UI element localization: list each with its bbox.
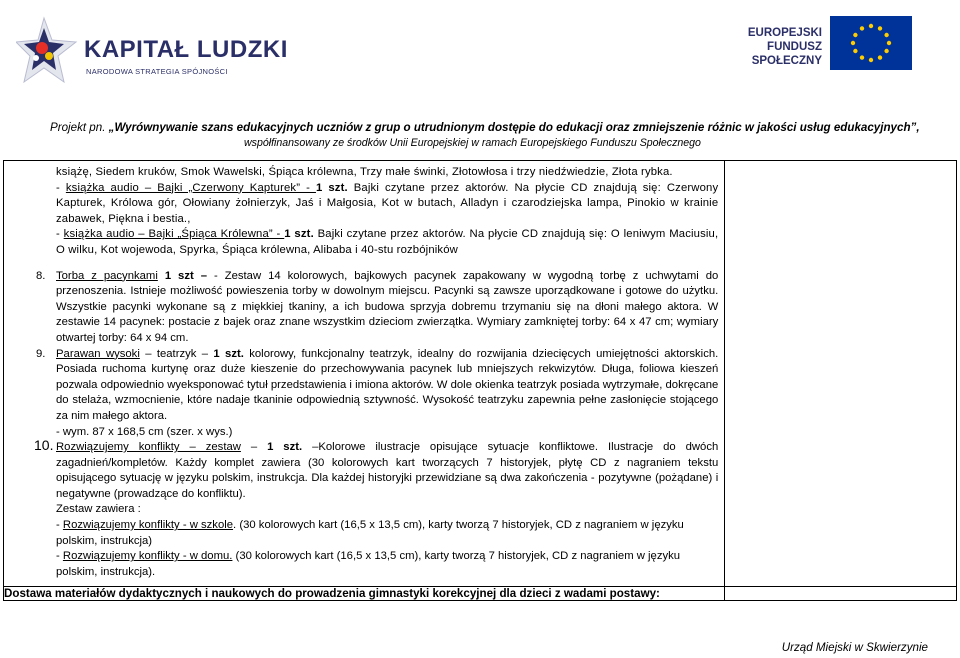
- eu-flag-icon: [830, 16, 912, 70]
- kapital-ludzki-logo: [16, 14, 288, 94]
- item-9-desc: kolorowy, funkcjonalny teatrzyk, idealny do rozwijania dziecięcych umiejętności aktorskich. Posiada ruchoma kurtynę oraz duże kieszenie do przechowywania pacynek lub mniejszych rekwizytów. Długa, foliowa kieszeń pozwala odpowiednio wyeksponować tytuł przedstawienia i imiona aktorów. W dole okienka teatrzyk posiada wytrzymałe, dokręcane do stelaża, wzmocnienie, które nadaje tkaninie odpowiednią sztywność. Wysokość teatrzyku zapewnia pełne zasłonięcie stojącego za nim małego aktora.: [56, 347, 719, 422]
- eu-line-1: EUROPEJSKI: [747, 27, 822, 39]
- audio-book-2: - książka audio – Bajki „Śpiąca Królewna” - 1 szt. Bajki czytane przez aktorów. Na płycie CD znajdują się: O leniwym Maciusiu, O wilku, Kot wojewoda, Spyrka, Śpiąca królewna, Alibaba i 40-stu rozbójników: [56, 228, 719, 256]
- audio-book-1-title: książka audio – Bajki „Czerwony Kapturek” -: [65, 181, 316, 194]
- specification-table: [3, 160, 957, 601]
- eu-fund-logo: [704, 16, 934, 72]
- item-8-title: Torba z pacynkami: [56, 269, 158, 282]
- fairy-tales-list: książę, Siedem kruków, Smok Wawelski, Śpiąca królewna, Trzy małe świnki, Złotowłosa i trzy niedźwiedzie, Złota rybka.: [56, 166, 673, 178]
- item-10-sub-2: - Rozwiązujemy konflikty - w domu. (30 kolorowych kart (16,5 x 13,5 cm), karty tworzą 7 historyjek, CD z nagraniem w języku polskim, instrukcja).: [56, 550, 681, 578]
- list-number: 10.: [34, 437, 54, 454]
- table-row: [4, 161, 957, 587]
- funding-line: współfinansowany ze środków Unii Europejskiej w ramach Europejskiego Funduszu Społecznego: [244, 137, 701, 149]
- section-heading-cell: Dostawa materiałów dydaktycznych i naukowych do prowadzenia gimnastyki korekcyjnej dla dzieci z wadami postawy:: [4, 587, 725, 601]
- list-item-8: [36, 269, 719, 347]
- list-number: 8.: [36, 269, 46, 282]
- item-8-qty: 1 szt –: [164, 269, 208, 282]
- item-10-sub-1-title: Rozwiązujemy konflikty - w szkole: [62, 519, 234, 532]
- audio-book-1: - książka audio – Bajki „Czerwony Kapturek” - 1 szt. Bajki czytane przez aktorów. Na płycie CD znajdują się: Czerwony Kapturek, Królowa gór, Ołowiany żołnierzyk, Jaś i Małgosia, Kot w butach, Alladyn i czarodziejska lampa, Pinokio w krainie zabawek, Piękna i bestia.,: [56, 181, 719, 225]
- audio-book-2-title: książka audio – Bajki „Śpiąca Królewna” -: [63, 228, 285, 241]
- audio-book-2-desc: Bajki czytane przez aktorów. Na płycie CD znajdują się: O leniwym Maciusiu, O wilku, Kot wojewoda, Spyrka, Śpiąca królewna, Alibaba i 40-stu rozbójników: [56, 228, 719, 256]
- item-9-title: Parawan wysoki: [56, 347, 140, 360]
- list-number: 9.: [36, 347, 46, 360]
- item-9-qty: 1 szt.: [213, 347, 244, 360]
- kapital-ludzki-star-icon: [16, 14, 80, 88]
- item-10-qty: 1 szt.: [267, 441, 303, 454]
- table-row: [4, 587, 957, 601]
- audio-book-2-qty: 1 szt.: [284, 228, 314, 241]
- description-cell: [4, 161, 725, 587]
- project-title-line: [50, 121, 920, 134]
- kapital-ludzki-title: KAPITAŁ LUDZKI: [84, 36, 288, 63]
- item-8-desc: - Zestaw 14 kolorowych, bajkowych pacynek zapakowany w wygodną torbę z uchwytami do przenoszenia. Istnieje możliwość powieszenia torby w dowolnym miejscu. Pacynki są zawsze uporządkowane i gotowe do użytku. Wszystkie pacynki wykonane są z miękkiej tkaniny, a ich budowa sprzyja dobremu trzymaniu się na dłoni małego aktora. W zestawie 14 pacynek: postacie z bajek oraz znane wszystkim dzieciom zwierzątka. Wymiary zamkniętej torby: 64 x 47 cm; wymiary otwartej torby: 64 x 94 cm.: [56, 269, 719, 344]
- project-prefix: Projekt pn.: [50, 121, 106, 134]
- item-9-dimensions: - wym. 87 x 168,5 cm (szer. x wys.): [56, 425, 233, 438]
- empty-cell: [725, 587, 957, 601]
- issuer-footer: Urząd Miejski w Skwierzynie: [781, 641, 928, 654]
- item-10-sub-2-title: Rozwiązujemy konflikty - w domu.: [62, 550, 233, 563]
- kapital-ludzki-subtitle: NARODOWA STRATEGIA SPÓJNOŚCI: [86, 67, 228, 76]
- eu-fund-name: [704, 26, 822, 68]
- item-10-set-contents-label: Zestaw zawiera :: [56, 503, 141, 516]
- list-item-10: 10. Rozwiązujemy konflikty – zestaw – 1 szt. –Kolorowe ilustracje opisujące sytuacje konfliktowe. Ilustracje do dwóch zagadnień/kompletów. Każdy komplet zawiera (30 kolorowych kart tworzących 7 historyjek, płytę CD z nagraniem tekstu opisującego sytuację w języku polskim, instrukcja. Dla każdej historyjki przewidziane są dwa zakończenia - pozytywne (pożądane) i negatywne (prowadzące do konfliktu). Zestaw zawiera : - Rozwiązujemy konflikty - w szkole. (30 kolorowych kart (16,5 x 13,5 cm), karty tworzą 7 historyjek, CD z nagraniem w języku polskim, instrukcja) - Rozwiązujemy konflikty - w domu. (30 kolorowych kart (16,5 x 13,5 cm), karty tworzą 7 historyjek, CD z nagraniem w języku polskim, instrukcja).: [56, 440, 718, 580]
- eu-line-2: FUNDUSZ SPOŁECZNY: [751, 41, 822, 67]
- audio-book-1-desc: Bajki czytane przez aktorów. Na płycie CD znajdują się: Czerwony Kapturek, Królowa gór, Ołowiany żołnierzyk, Jaś i Małgosia, Kot w butach, Alladyn i czarodziejska lampa, Pinokio w krainie zabawek, Piękna i bestia.,: [56, 181, 719, 225]
- project-title: „Wyrównywanie szans edukacyjnych uczniów z grup o utrudnionym dostępie do edukacji oraz zmniejszenie różnic w jakości usług edukacyjnych”,: [108, 121, 920, 134]
- item-10-sub-1: - Rozwiązujemy konflikty - w szkole. (30 kolorowych kart (16,5 x 13,5 cm), karty tworzą 7 historyjek, CD z nagraniem w języku polskim, instrukcja): [56, 519, 684, 547]
- item-10-desc: –Kolorowe ilustracje opisujące sytuacje konfliktowe. Ilustracje do dwóch zagadnień/kompletów. Każdy komplet zawiera (30 kolorowych kart tworzących 7 historyjek, płytę CD z nagraniem tekstu opisującego sytuację w języku polskim, instrukcja. Dla każdej historyjki przewidziane są dwa zakończenia - pozytywne (pożądane) i negatywne (prowadzące do konfliktu).: [56, 441, 719, 500]
- empty-cell: [725, 161, 957, 587]
- list-item-9: 9. Parawan wysoki – teatrzyk – 1 szt. kolorowy, funkcjonalny teatrzyk, idealny do rozwijania dziecięcych umiejętności aktorskich. Posiada ruchoma kurtynę oraz duże kieszenie do przechowywania pacynek lub mniejszych rekwizytów. Długa, foliowa kieszeń pozwala odpowiednio wyeksponować tytuł przedstawienia i imiona aktorów. W dole okienka teatrzyk posiada wytrzymałe, dokręcane do stelaża, wzmocnienie, które nadaje tkaninie odpowiednią sztywność. Wysokość teatrzyku zapewnia pełne zasłonięcie stojącego za nim małego aktora. - wym. 87 x 168,5 cm (szer. x wys.): [56, 347, 718, 441]
- audio-book-1-qty: 1 szt.: [315, 181, 348, 194]
- item-10-title: Rozwiązujemy konflikty – zestaw: [56, 441, 241, 454]
